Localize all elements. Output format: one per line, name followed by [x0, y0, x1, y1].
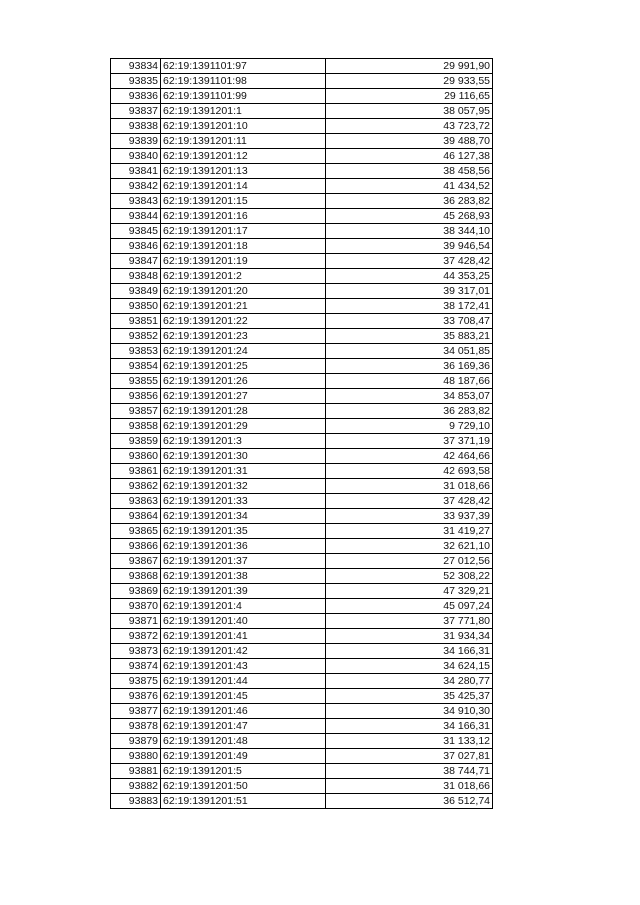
cadastral-number-cell: 62:19:1391201:12 — [161, 149, 326, 164]
value-cell: 32 621,10 — [326, 539, 493, 554]
cadastral-number-cell: 62:19:1391201:51 — [161, 794, 326, 809]
value-cell: 34 166,31 — [326, 719, 493, 734]
row-number-cell: 93837 — [111, 104, 161, 119]
row-number-cell: 93847 — [111, 254, 161, 269]
cadastral-number-cell: 62:19:1391201:33 — [161, 494, 326, 509]
cadastral-number-cell: 62:19:1391201:28 — [161, 404, 326, 419]
cadastral-number-cell: 62:19:1391201:44 — [161, 674, 326, 689]
value-cell: 34 853,07 — [326, 389, 493, 404]
table-row — [111, 719, 493, 734]
table-row — [111, 89, 493, 104]
row-number-cell: 93839 — [111, 134, 161, 149]
row-number-cell: 93835 — [111, 74, 161, 89]
value-cell: 37 771,80 — [326, 614, 493, 629]
table-row — [111, 659, 493, 674]
row-number-cell: 93863 — [111, 494, 161, 509]
value-cell: 34 624,15 — [326, 659, 493, 674]
table-row — [111, 494, 493, 509]
table-row — [111, 689, 493, 704]
row-number-cell: 93865 — [111, 524, 161, 539]
row-number-cell: 93883 — [111, 794, 161, 809]
value-cell: 31 934,34 — [326, 629, 493, 644]
value-cell: 45 097,24 — [326, 599, 493, 614]
cadastral-number-cell: 62:19:1391201:15 — [161, 194, 326, 209]
cadastral-number-cell: 62:19:1391201:37 — [161, 554, 326, 569]
cadastral-number-cell: 62:19:1391201:41 — [161, 629, 326, 644]
row-number-cell: 93881 — [111, 764, 161, 779]
cadastral-number-cell: 62:19:1391101:98 — [161, 74, 326, 89]
table-row — [111, 179, 493, 194]
table-row — [111, 584, 493, 599]
value-cell: 37 428,42 — [326, 254, 493, 269]
row-number-cell: 93850 — [111, 299, 161, 314]
cadastral-number-cell: 62:19:1391201:2 — [161, 269, 326, 284]
cadastral-number-cell: 62:19:1391201:43 — [161, 659, 326, 674]
row-number-cell: 93870 — [111, 599, 161, 614]
table-row — [111, 509, 493, 524]
cadastral-number-cell: 62:19:1391201:21 — [161, 299, 326, 314]
table-row — [111, 569, 493, 584]
row-number-cell: 93882 — [111, 779, 161, 794]
table-row — [111, 449, 493, 464]
cadastral-number-cell: 62:19:1391201:3 — [161, 434, 326, 449]
row-number-cell: 93874 — [111, 659, 161, 674]
value-cell: 34 280,77 — [326, 674, 493, 689]
value-cell: 41 434,52 — [326, 179, 493, 194]
table-row — [111, 269, 493, 284]
value-cell: 42 693,58 — [326, 464, 493, 479]
cadastral-number-cell: 62:19:1391201:46 — [161, 704, 326, 719]
table-row — [111, 164, 493, 179]
cadastral-number-cell: 62:19:1391201:4 — [161, 599, 326, 614]
row-number-cell: 93854 — [111, 359, 161, 374]
value-cell: 33 937,39 — [326, 509, 493, 524]
table-row — [111, 119, 493, 134]
row-number-cell: 93836 — [111, 89, 161, 104]
cadastral-number-cell: 62:19:1391201:23 — [161, 329, 326, 344]
row-number-cell: 93844 — [111, 209, 161, 224]
value-cell: 48 187,66 — [326, 374, 493, 389]
cadastral-number-cell: 62:19:1391201:19 — [161, 254, 326, 269]
table-row — [111, 434, 493, 449]
row-number-cell: 93878 — [111, 719, 161, 734]
row-number-cell: 93862 — [111, 479, 161, 494]
value-cell: 39 946,54 — [326, 239, 493, 254]
row-number-cell: 93871 — [111, 614, 161, 629]
value-cell: 29 116,65 — [326, 89, 493, 104]
row-number-cell: 93848 — [111, 269, 161, 284]
row-number-cell: 93852 — [111, 329, 161, 344]
value-cell: 31 018,66 — [326, 479, 493, 494]
table-row — [111, 329, 493, 344]
value-cell: 37 371,19 — [326, 434, 493, 449]
cadastral-number-cell: 62:19:1391201:48 — [161, 734, 326, 749]
value-cell: 38 057,95 — [326, 104, 493, 119]
table-row — [111, 479, 493, 494]
row-number-cell: 93856 — [111, 389, 161, 404]
table-row — [111, 539, 493, 554]
value-cell: 29 933,55 — [326, 74, 493, 89]
table-row — [111, 239, 493, 254]
cadastral-number-cell: 62:19:1391201:10 — [161, 119, 326, 134]
value-cell: 39 317,01 — [326, 284, 493, 299]
table-row — [111, 749, 493, 764]
cadastral-number-cell: 62:19:1391201:35 — [161, 524, 326, 539]
table-row — [111, 209, 493, 224]
table-row — [111, 344, 493, 359]
table-row — [111, 359, 493, 374]
value-cell: 31 018,66 — [326, 779, 493, 794]
row-number-cell: 93875 — [111, 674, 161, 689]
cadastral-number-cell: 62:19:1391101:99 — [161, 89, 326, 104]
row-number-cell: 93849 — [111, 284, 161, 299]
table-row — [111, 104, 493, 119]
cadastral-number-cell: 62:19:1391201:34 — [161, 509, 326, 524]
value-cell: 35 883,21 — [326, 329, 493, 344]
row-number-cell: 93845 — [111, 224, 161, 239]
cadastral-number-cell: 62:19:1391201:13 — [161, 164, 326, 179]
value-cell: 44 353,25 — [326, 269, 493, 284]
value-cell: 36 283,82 — [326, 194, 493, 209]
table-row — [111, 614, 493, 629]
value-cell: 37 027,81 — [326, 749, 493, 764]
value-cell: 9 729,10 — [326, 419, 493, 434]
cadastral-number-cell: 62:19:1391201:5 — [161, 764, 326, 779]
row-number-cell: 93851 — [111, 314, 161, 329]
row-number-cell: 93857 — [111, 404, 161, 419]
row-number-cell: 93868 — [111, 569, 161, 584]
cadastral-number-cell: 62:19:1391201:17 — [161, 224, 326, 239]
table-row — [111, 194, 493, 209]
cadastral-number-cell: 62:19:1391201:25 — [161, 359, 326, 374]
value-cell: 52 308,22 — [326, 569, 493, 584]
cadastral-number-cell: 62:19:1391201:20 — [161, 284, 326, 299]
value-cell: 38 458,56 — [326, 164, 493, 179]
value-cell: 36 169,36 — [326, 359, 493, 374]
value-cell: 36 512,74 — [326, 794, 493, 809]
table-row — [111, 254, 493, 269]
table-row — [111, 629, 493, 644]
table-row — [111, 314, 493, 329]
row-number-cell: 93843 — [111, 194, 161, 209]
row-number-cell: 93834 — [111, 59, 161, 74]
table-row — [111, 644, 493, 659]
table-row — [111, 284, 493, 299]
data-table — [110, 58, 493, 809]
row-number-cell: 93838 — [111, 119, 161, 134]
table-row — [111, 464, 493, 479]
row-number-cell: 93841 — [111, 164, 161, 179]
cadastral-number-cell: 62:19:1391201:18 — [161, 239, 326, 254]
row-number-cell: 93866 — [111, 539, 161, 554]
table-row — [111, 149, 493, 164]
value-cell: 31 133,12 — [326, 734, 493, 749]
cadastral-number-cell: 62:19:1391201:36 — [161, 539, 326, 554]
cadastral-number-cell: 62:19:1391201:38 — [161, 569, 326, 584]
row-number-cell: 93877 — [111, 704, 161, 719]
cadastral-number-cell: 62:19:1391201:49 — [161, 749, 326, 764]
value-cell: 35 425,37 — [326, 689, 493, 704]
cadastral-number-cell: 62:19:1391201:31 — [161, 464, 326, 479]
row-number-cell: 93860 — [111, 449, 161, 464]
value-cell: 47 329,21 — [326, 584, 493, 599]
value-cell: 37 428,42 — [326, 494, 493, 509]
row-number-cell: 93840 — [111, 149, 161, 164]
cadastral-number-cell: 62:19:1391201:39 — [161, 584, 326, 599]
row-number-cell: 93880 — [111, 749, 161, 764]
value-cell: 31 419,27 — [326, 524, 493, 539]
table-row — [111, 554, 493, 569]
value-cell: 27 012,56 — [326, 554, 493, 569]
value-cell: 34 910,30 — [326, 704, 493, 719]
table-row — [111, 704, 493, 719]
table-row — [111, 59, 493, 74]
cadastral-number-cell: 62:19:1391201:26 — [161, 374, 326, 389]
cadastral-number-cell: 62:19:1391101:97 — [161, 59, 326, 74]
cadastral-number-cell: 62:19:1391201:47 — [161, 719, 326, 734]
row-number-cell: 93872 — [111, 629, 161, 644]
row-number-cell: 93846 — [111, 239, 161, 254]
value-cell: 46 127,38 — [326, 149, 493, 164]
value-cell: 45 268,93 — [326, 209, 493, 224]
row-number-cell: 93879 — [111, 734, 161, 749]
table-row — [111, 374, 493, 389]
table-row — [111, 134, 493, 149]
cadastral-number-cell: 62:19:1391201:1 — [161, 104, 326, 119]
row-number-cell: 93869 — [111, 584, 161, 599]
cadastral-number-cell: 62:19:1391201:14 — [161, 179, 326, 194]
table-row — [111, 794, 493, 809]
table-row — [111, 524, 493, 539]
cadastral-number-cell: 62:19:1391201:42 — [161, 644, 326, 659]
table-row — [111, 299, 493, 314]
row-number-cell: 93859 — [111, 434, 161, 449]
table-body — [111, 59, 493, 809]
value-cell: 34 166,31 — [326, 644, 493, 659]
table-row — [111, 779, 493, 794]
table-row — [111, 404, 493, 419]
table-row — [111, 674, 493, 689]
table-row — [111, 764, 493, 779]
row-number-cell: 93876 — [111, 689, 161, 704]
value-cell: 39 488,70 — [326, 134, 493, 149]
value-cell: 34 051,85 — [326, 344, 493, 359]
row-number-cell: 93858 — [111, 419, 161, 434]
cadastral-number-cell: 62:19:1391201:32 — [161, 479, 326, 494]
value-cell: 38 344,10 — [326, 224, 493, 239]
cadastral-number-cell: 62:19:1391201:30 — [161, 449, 326, 464]
table-row — [111, 419, 493, 434]
cadastral-number-cell: 62:19:1391201:45 — [161, 689, 326, 704]
row-number-cell: 93855 — [111, 374, 161, 389]
value-cell: 29 991,90 — [326, 59, 493, 74]
table-row — [111, 389, 493, 404]
row-number-cell: 93842 — [111, 179, 161, 194]
table-row — [111, 599, 493, 614]
value-cell: 38 172,41 — [326, 299, 493, 314]
cadastral-number-cell: 62:19:1391201:50 — [161, 779, 326, 794]
cadastral-number-cell: 62:19:1391201:27 — [161, 389, 326, 404]
cadastral-number-cell: 62:19:1391201:29 — [161, 419, 326, 434]
value-cell: 36 283,82 — [326, 404, 493, 419]
cadastral-number-cell: 62:19:1391201:24 — [161, 344, 326, 359]
table-row — [111, 224, 493, 239]
cadastral-number-cell: 62:19:1391201:11 — [161, 134, 326, 149]
value-cell: 38 744,71 — [326, 764, 493, 779]
row-number-cell: 93864 — [111, 509, 161, 524]
row-number-cell: 93861 — [111, 464, 161, 479]
row-number-cell: 93853 — [111, 344, 161, 359]
table-row — [111, 74, 493, 89]
row-number-cell: 93867 — [111, 554, 161, 569]
value-cell: 33 708,47 — [326, 314, 493, 329]
cadastral-number-cell: 62:19:1391201:40 — [161, 614, 326, 629]
row-number-cell: 93873 — [111, 644, 161, 659]
value-cell: 43 723,72 — [326, 119, 493, 134]
value-cell: 42 464,66 — [326, 449, 493, 464]
table-row — [111, 734, 493, 749]
cadastral-number-cell: 62:19:1391201:22 — [161, 314, 326, 329]
cadastral-number-cell: 62:19:1391201:16 — [161, 209, 326, 224]
